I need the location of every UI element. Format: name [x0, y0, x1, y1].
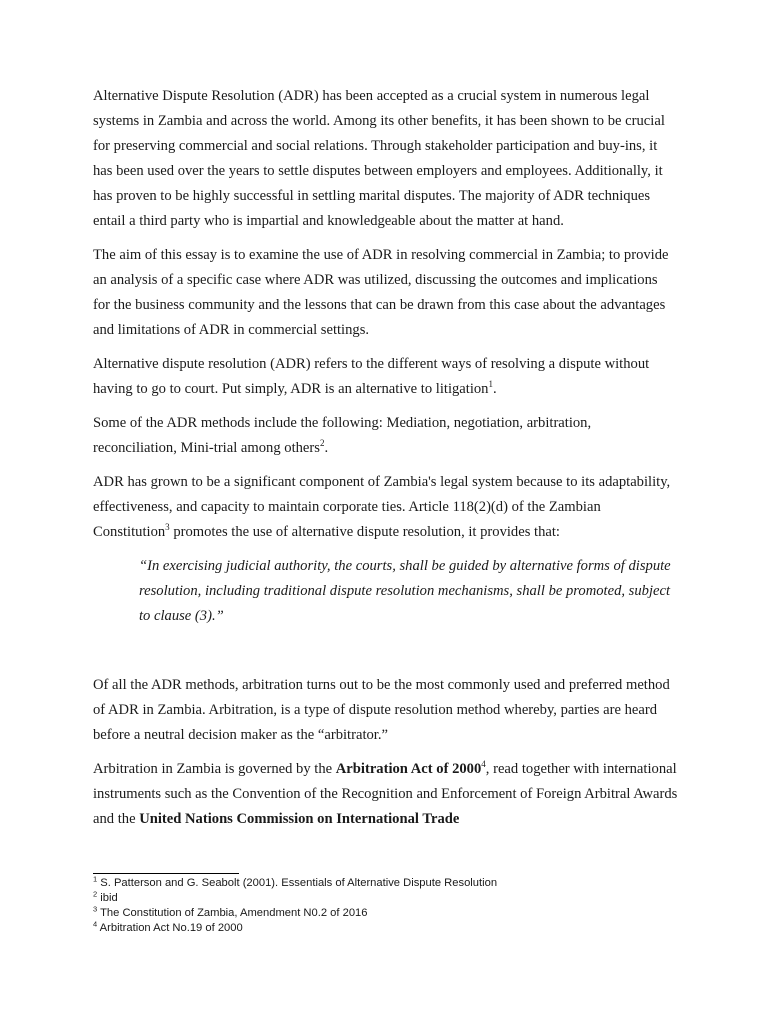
paragraph-aim: The aim of this essay is to examine the use of ADR in resolving commercial in Zambia; to provide an analysis of a specific case where ADR was utilized, discussing the outcomes and implications for the business community and the lessons that can be drawn from this case about the advantages and limitations of ADR in commercial settings. [93, 247, 669, 338]
footnote-item [93, 891, 678, 906]
footnote-number: 1 [93, 874, 98, 884]
paragraph-text: Arbitration in Zambia is governed by the [93, 761, 336, 777]
footnote-reference[interactable]: 2 [319, 438, 325, 449]
footnote-item [93, 906, 678, 921]
paragraph-arbitration: Of all the ADR methods, arbitration turns out to be the most commonly used and preferred method of ADR in Zambia. Arbitration, is a type of dispute resolution method whereby, parties are heard before a neutral decision maker as the “arbitrator.” [93, 677, 670, 743]
footnote-separator [93, 873, 239, 874]
footnote-text: The Constitution of Zambia, Amendment N0.2 of 2016 [97, 907, 368, 919]
footnote-text: S. Patterson and G. Seabolt (2001). Essentials of Alternative Dispute Resolution [97, 877, 498, 889]
footnotes [93, 876, 678, 936]
document-body [93, 84, 678, 841]
footnote-text: ibid [97, 892, 118, 904]
footnote-number: 4 [93, 919, 98, 929]
footnote-reference[interactable]: 1 [488, 379, 493, 390]
footnote-reference[interactable]: 3 [165, 522, 170, 533]
paragraph-text-tail: promotes the use of alternative dispute resolution, it provides that: [169, 524, 560, 540]
footnote-reference[interactable]: 4 [481, 759, 486, 770]
paragraph-text: ADR has grown to be a significant component of Zambia's legal system because to its adaptability, effectiveness, and capacity to maintain corporate ties. Article 118(2)(d) of the Zambian Constitution [93, 474, 671, 540]
paragraph-adr-definition [93, 352, 678, 402]
footnote-item [93, 921, 678, 936]
paragraph-adr-methods [93, 411, 678, 461]
paragraph-intro: Alternative Dispute Resolution (ADR) has been accepted as a crucial system in numerous legal systems in Zambia and across the world. Among its other benefits, it has been shown to be crucial for preserving commercial and social relations. Through stakeholder participation and buy-ins, it has been used over the years to settle disputes between employers and employees. Additionally, it has proven to be highly successful in settling marital disputes. The majority of ADR techniques entail a third party who is impartial and knowledgeable about the matter at hand. [93, 88, 665, 229]
footnote-number: 2 [93, 889, 98, 899]
footnote-text: Arbitration Act No.19 of 2000 [97, 922, 243, 934]
paragraph-text: Alternative dispute resolution (ADR) refers to the different ways of resolving a dispute without having to go to court. Put simply, ADR is an alternative to litigation [93, 356, 650, 397]
paragraph-arbitration-act [93, 757, 678, 832]
bold-commission-name: United Nations Commission on International Trade [139, 811, 460, 827]
paragraph-zambia-legal-system [93, 470, 678, 545]
footnote-item [93, 876, 678, 891]
bold-act-title: Arbitration Act of 2000 [335, 761, 482, 777]
paragraph-text-tail: . [324, 440, 329, 456]
paragraph-text-middle: , read together with international instruments such as the Convention of the Recognition and Enforcement of Foreign Arbitral Awards and the [93, 761, 678, 827]
paragraph-text: Some of the ADR methods include the following: Mediation, negotiation, arbitration, reconciliation, Mini-trial among others [93, 415, 592, 456]
footnote-number: 3 [93, 904, 98, 914]
block-quote: “In exercising judicial authority, the courts, shall be guided by alternative forms of dispute resolution, including traditional dispute resolution mechanisms, shall be promoted, subject to clause (3).” [139, 558, 671, 624]
paragraph-text-tail: . [492, 381, 497, 397]
